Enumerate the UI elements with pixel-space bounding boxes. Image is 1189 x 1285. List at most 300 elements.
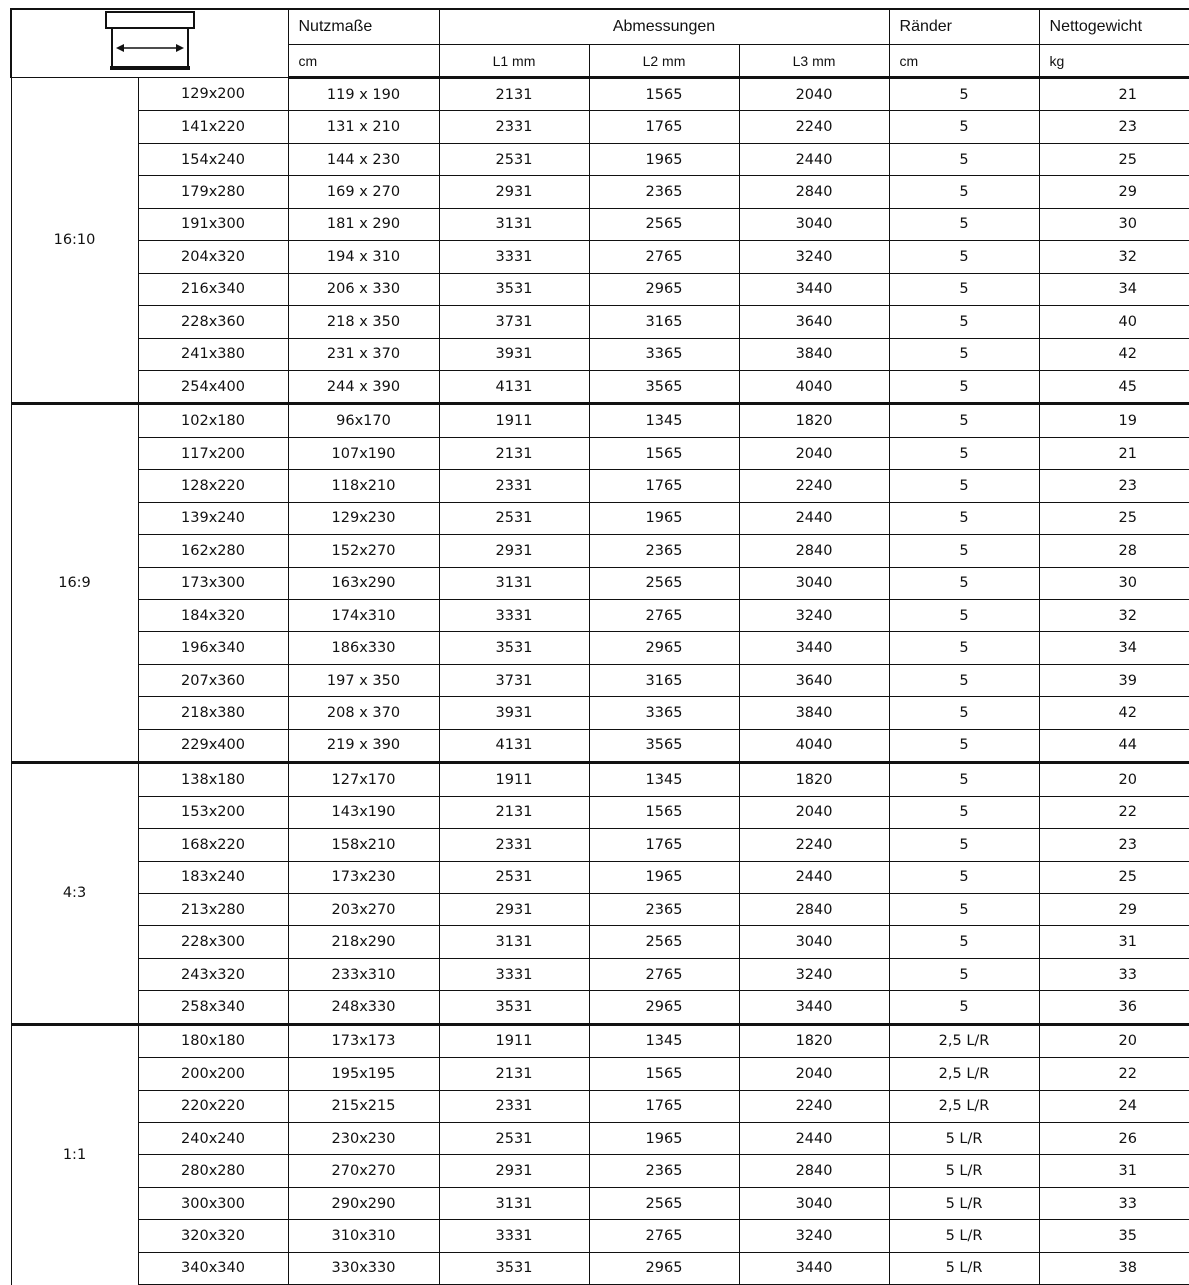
unit-l1: L1 mm bbox=[439, 45, 589, 78]
cell-l3: 3840 bbox=[739, 697, 889, 729]
cell-l2: 2365 bbox=[589, 176, 739, 208]
cell-nutzmasse: 270x270 bbox=[288, 1155, 439, 1187]
cell-nettogewicht: 44 bbox=[1039, 729, 1189, 762]
cell-size: 184x320 bbox=[138, 600, 288, 632]
cell-l1: 3731 bbox=[439, 664, 589, 696]
cell-nettogewicht: 40 bbox=[1039, 306, 1189, 338]
cell-nutzmasse: 169 x 270 bbox=[288, 176, 439, 208]
cell-raender: 5 L/R bbox=[889, 1252, 1039, 1284]
cell-l2: 3565 bbox=[589, 729, 739, 762]
cell-l1: 1911 bbox=[439, 404, 589, 437]
cell-l2: 2365 bbox=[589, 1155, 739, 1187]
cell-l2: 2565 bbox=[589, 567, 739, 599]
cell-l1: 3531 bbox=[439, 273, 589, 305]
table-row bbox=[11, 861, 1189, 893]
cell-raender: 5 bbox=[889, 78, 1039, 111]
cell-size: 241x380 bbox=[138, 338, 288, 370]
cell-nutzmasse: 215x215 bbox=[288, 1090, 439, 1122]
cell-l2: 1765 bbox=[589, 829, 739, 861]
header-nutzmasse: Nutzmaße bbox=[288, 9, 439, 45]
cell-nettogewicht: 33 bbox=[1039, 958, 1189, 990]
cell-l2: 1765 bbox=[589, 470, 739, 502]
cell-l2: 3165 bbox=[589, 306, 739, 338]
cell-nutzmasse: 218x290 bbox=[288, 926, 439, 958]
cell-nettogewicht: 30 bbox=[1039, 567, 1189, 599]
cell-l3: 2440 bbox=[739, 143, 889, 175]
cell-nutzmasse: 96x170 bbox=[288, 404, 439, 437]
table-row bbox=[11, 502, 1189, 534]
cell-l3: 3440 bbox=[739, 991, 889, 1024]
cell-l1: 3531 bbox=[439, 1252, 589, 1284]
cell-l2: 2765 bbox=[589, 958, 739, 990]
cell-raender: 2,5 L/R bbox=[889, 1058, 1039, 1090]
cell-l3: 1820 bbox=[739, 1024, 889, 1057]
table-row bbox=[11, 600, 1189, 632]
cell-l2: 1345 bbox=[589, 763, 739, 796]
cell-size: 213x280 bbox=[138, 893, 288, 925]
cell-size: 207x360 bbox=[138, 664, 288, 696]
table-row bbox=[11, 763, 1189, 796]
cell-size: 240x240 bbox=[138, 1123, 288, 1155]
cell-l2: 1345 bbox=[589, 1024, 739, 1057]
cell-size: 180x180 bbox=[138, 1024, 288, 1057]
header-abmessungen: Abmessungen bbox=[439, 9, 889, 45]
cell-l1: 3931 bbox=[439, 697, 589, 729]
cell-nutzmasse: 152x270 bbox=[288, 535, 439, 567]
cell-raender: 5 bbox=[889, 502, 1039, 534]
cell-nettogewicht: 23 bbox=[1039, 111, 1189, 143]
cell-l3: 3240 bbox=[739, 958, 889, 990]
table-row bbox=[11, 208, 1189, 240]
cell-nutzmasse: 173x173 bbox=[288, 1024, 439, 1057]
cell-raender: 5 bbox=[889, 111, 1039, 143]
cell-l1: 3531 bbox=[439, 991, 589, 1024]
cell-l2: 2965 bbox=[589, 991, 739, 1024]
cell-l2: 3165 bbox=[589, 664, 739, 696]
cell-l3: 2840 bbox=[739, 176, 889, 208]
unit-raender: cm bbox=[889, 45, 1039, 78]
cell-nutzmasse: 208 x 370 bbox=[288, 697, 439, 729]
cell-l1: 3731 bbox=[439, 306, 589, 338]
cell-l1: 2531 bbox=[439, 1123, 589, 1155]
table-row bbox=[11, 829, 1189, 861]
cell-size: 216x340 bbox=[138, 273, 288, 305]
cell-nettogewicht: 24 bbox=[1039, 1090, 1189, 1122]
cell-nettogewicht: 42 bbox=[1039, 338, 1189, 370]
cell-l3: 2440 bbox=[739, 861, 889, 893]
cell-nettogewicht: 22 bbox=[1039, 1058, 1189, 1090]
cell-nettogewicht: 26 bbox=[1039, 1123, 1189, 1155]
table-row bbox=[11, 306, 1189, 338]
unit-nutzmasse: cm bbox=[288, 45, 439, 78]
table-row bbox=[11, 1220, 1189, 1252]
cell-l3: 2040 bbox=[739, 78, 889, 111]
cell-l2: 1965 bbox=[589, 502, 739, 534]
cell-l1: 2331 bbox=[439, 1090, 589, 1122]
cell-nutzmasse: 173x230 bbox=[288, 861, 439, 893]
cell-l1: 2131 bbox=[439, 796, 589, 828]
cell-l2: 2765 bbox=[589, 1220, 739, 1252]
cell-nutzmasse: 181 x 290 bbox=[288, 208, 439, 240]
cell-l3: 2840 bbox=[739, 535, 889, 567]
unit-l3: L3 mm bbox=[739, 45, 889, 78]
cell-nettogewicht: 32 bbox=[1039, 241, 1189, 273]
cell-nettogewicht: 35 bbox=[1039, 1220, 1189, 1252]
cell-size: 162x280 bbox=[138, 535, 288, 567]
cell-nettogewicht: 25 bbox=[1039, 502, 1189, 534]
cell-nutzmasse: 129x230 bbox=[288, 502, 439, 534]
cell-nettogewicht: 21 bbox=[1039, 437, 1189, 469]
cell-l3: 2240 bbox=[739, 111, 889, 143]
cell-l3: 3440 bbox=[739, 632, 889, 664]
cell-nutzmasse: 330x330 bbox=[288, 1252, 439, 1284]
cell-nettogewicht: 29 bbox=[1039, 176, 1189, 208]
cell-size: 243x320 bbox=[138, 958, 288, 990]
cell-l2: 1565 bbox=[589, 437, 739, 469]
cell-l2: 1965 bbox=[589, 1123, 739, 1155]
cell-raender: 5 bbox=[889, 338, 1039, 370]
table-row bbox=[11, 338, 1189, 370]
cell-l3: 2440 bbox=[739, 1123, 889, 1155]
cell-nutzmasse: 144 x 230 bbox=[288, 143, 439, 175]
cell-size: 340x340 bbox=[138, 1252, 288, 1284]
cell-l1: 2131 bbox=[439, 1058, 589, 1090]
cell-nutzmasse: 230x230 bbox=[288, 1123, 439, 1155]
cell-nettogewicht: 20 bbox=[1039, 763, 1189, 796]
cell-raender: 5 L/R bbox=[889, 1123, 1039, 1155]
cell-raender: 5 bbox=[889, 404, 1039, 437]
cell-raender: 5 L/R bbox=[889, 1220, 1039, 1252]
cell-nutzmasse: 163x290 bbox=[288, 567, 439, 599]
cell-nutzmasse: 231 x 370 bbox=[288, 338, 439, 370]
cell-l1: 4131 bbox=[439, 370, 589, 403]
header-icon-cell bbox=[11, 9, 288, 78]
table-row bbox=[11, 78, 1189, 111]
cell-raender: 5 bbox=[889, 991, 1039, 1024]
cell-l3: 3640 bbox=[739, 664, 889, 696]
aspect-ratio-label: 1:1 bbox=[11, 1024, 138, 1285]
aspect-ratio-label: 16:10 bbox=[11, 78, 138, 404]
cell-size: 117x200 bbox=[138, 437, 288, 469]
table-row bbox=[11, 729, 1189, 762]
cell-l2: 1965 bbox=[589, 861, 739, 893]
unit-nettogewicht: kg bbox=[1039, 45, 1189, 78]
cell-nutzmasse: 197 x 350 bbox=[288, 664, 439, 696]
cell-raender: 2,5 L/R bbox=[889, 1024, 1039, 1057]
cell-l2: 2965 bbox=[589, 632, 739, 664]
cell-nettogewicht: 34 bbox=[1039, 273, 1189, 305]
cell-size: 204x320 bbox=[138, 241, 288, 273]
cell-l1: 2931 bbox=[439, 535, 589, 567]
table-row bbox=[11, 893, 1189, 925]
cell-size: 258x340 bbox=[138, 991, 288, 1024]
cell-l1: 3331 bbox=[439, 241, 589, 273]
cell-l3: 3440 bbox=[739, 273, 889, 305]
cell-nutzmasse: 310x310 bbox=[288, 1220, 439, 1252]
cell-nutzmasse: 158x210 bbox=[288, 829, 439, 861]
aspect-ratio-label: 4:3 bbox=[11, 763, 138, 1025]
cell-l2: 2365 bbox=[589, 535, 739, 567]
cell-l1: 4131 bbox=[439, 729, 589, 762]
cell-nutzmasse: 290x290 bbox=[288, 1187, 439, 1219]
cell-l2: 2965 bbox=[589, 1252, 739, 1284]
table-row bbox=[11, 370, 1189, 403]
cell-nutzmasse: 119 x 190 bbox=[288, 78, 439, 111]
cell-l3: 3240 bbox=[739, 1220, 889, 1252]
cell-raender: 5 bbox=[889, 370, 1039, 403]
cell-l3: 2240 bbox=[739, 1090, 889, 1122]
cell-raender: 5 bbox=[889, 241, 1039, 273]
table-row bbox=[11, 632, 1189, 664]
cell-raender: 5 bbox=[889, 763, 1039, 796]
cell-size: 229x400 bbox=[138, 729, 288, 762]
cell-nettogewicht: 34 bbox=[1039, 632, 1189, 664]
cell-size: 138x180 bbox=[138, 763, 288, 796]
cell-l2: 3365 bbox=[589, 338, 739, 370]
cell-size: 128x220 bbox=[138, 470, 288, 502]
cell-l3: 2240 bbox=[739, 470, 889, 502]
table-row bbox=[11, 567, 1189, 599]
cell-l2: 1565 bbox=[589, 78, 739, 111]
cell-nettogewicht: 38 bbox=[1039, 1252, 1189, 1284]
screen-frame-width-icon bbox=[102, 10, 198, 72]
cell-nutzmasse: 186x330 bbox=[288, 632, 439, 664]
cell-l1: 3931 bbox=[439, 338, 589, 370]
cell-raender: 5 bbox=[889, 176, 1039, 208]
cell-size: 218x380 bbox=[138, 697, 288, 729]
cell-nettogewicht: 21 bbox=[1039, 78, 1189, 111]
cell-raender: 5 bbox=[889, 306, 1039, 338]
cell-raender: 5 bbox=[889, 143, 1039, 175]
cell-nutzmasse: 195x195 bbox=[288, 1058, 439, 1090]
cell-l2: 1765 bbox=[589, 1090, 739, 1122]
cell-size: 220x220 bbox=[138, 1090, 288, 1122]
cell-raender: 5 bbox=[889, 470, 1039, 502]
table-row bbox=[11, 1123, 1189, 1155]
cell-l2: 2565 bbox=[589, 926, 739, 958]
cell-l2: 1965 bbox=[589, 143, 739, 175]
cell-nettogewicht: 45 bbox=[1039, 370, 1189, 403]
unit-l2: L2 mm bbox=[589, 45, 739, 78]
cell-nutzmasse: 219 x 390 bbox=[288, 729, 439, 762]
cell-l3: 2040 bbox=[739, 437, 889, 469]
table-row bbox=[11, 1024, 1189, 1057]
table-row bbox=[11, 1252, 1189, 1284]
table-row bbox=[11, 926, 1189, 958]
cell-size: 228x360 bbox=[138, 306, 288, 338]
cell-nutzmasse: 203x270 bbox=[288, 893, 439, 925]
cell-nettogewicht: 31 bbox=[1039, 1155, 1189, 1187]
cell-l1: 3331 bbox=[439, 1220, 589, 1252]
table-row bbox=[11, 535, 1189, 567]
cell-raender: 5 bbox=[889, 893, 1039, 925]
cell-raender: 5 bbox=[889, 567, 1039, 599]
cell-raender: 5 bbox=[889, 535, 1039, 567]
aspect-ratio-label: 16:9 bbox=[11, 404, 138, 763]
cell-nettogewicht: 19 bbox=[1039, 404, 1189, 437]
cell-l1: 2131 bbox=[439, 437, 589, 469]
table-row bbox=[11, 1187, 1189, 1219]
cell-l2: 3365 bbox=[589, 697, 739, 729]
cell-nettogewicht: 20 bbox=[1039, 1024, 1189, 1057]
cell-size: 168x220 bbox=[138, 829, 288, 861]
cell-l3: 2040 bbox=[739, 1058, 889, 1090]
spec-table bbox=[10, 8, 1189, 1285]
cell-nutzmasse: 218 x 350 bbox=[288, 306, 439, 338]
cell-raender: 5 bbox=[889, 796, 1039, 828]
cell-nutzmasse: 244 x 390 bbox=[288, 370, 439, 403]
cell-l2: 1565 bbox=[589, 1058, 739, 1090]
cell-l1: 2931 bbox=[439, 1155, 589, 1187]
cell-l1: 1911 bbox=[439, 1024, 589, 1057]
cell-size: 200x200 bbox=[138, 1058, 288, 1090]
cell-l3: 3440 bbox=[739, 1252, 889, 1284]
cell-l1: 2531 bbox=[439, 502, 589, 534]
cell-nettogewicht: 30 bbox=[1039, 208, 1189, 240]
cell-nettogewicht: 32 bbox=[1039, 600, 1189, 632]
cell-nutzmasse: 107x190 bbox=[288, 437, 439, 469]
cell-l1: 3131 bbox=[439, 1187, 589, 1219]
cell-l3: 2840 bbox=[739, 1155, 889, 1187]
cell-l3: 4040 bbox=[739, 729, 889, 762]
cell-l1: 3131 bbox=[439, 567, 589, 599]
cell-size: 102x180 bbox=[138, 404, 288, 437]
cell-size: 320x320 bbox=[138, 1220, 288, 1252]
cell-size: 129x200 bbox=[138, 78, 288, 111]
cell-l2: 2765 bbox=[589, 241, 739, 273]
cell-l1: 2531 bbox=[439, 143, 589, 175]
cell-raender: 5 bbox=[889, 208, 1039, 240]
cell-raender: 5 bbox=[889, 829, 1039, 861]
table-row bbox=[11, 111, 1189, 143]
cell-raender: 5 bbox=[889, 632, 1039, 664]
table-row bbox=[11, 176, 1189, 208]
cell-l2: 2565 bbox=[589, 208, 739, 240]
table-row bbox=[11, 958, 1189, 990]
cell-nettogewicht: 28 bbox=[1039, 535, 1189, 567]
table-row bbox=[11, 437, 1189, 469]
cell-size: 179x280 bbox=[138, 176, 288, 208]
cell-nettogewicht: 22 bbox=[1039, 796, 1189, 828]
cell-l1: 2331 bbox=[439, 829, 589, 861]
cell-size: 300x300 bbox=[138, 1187, 288, 1219]
cell-l1: 2531 bbox=[439, 861, 589, 893]
cell-l1: 2131 bbox=[439, 78, 589, 111]
cell-nutzmasse: 194 x 310 bbox=[288, 241, 439, 273]
cell-raender: 5 L/R bbox=[889, 1155, 1039, 1187]
table-row bbox=[11, 241, 1189, 273]
header-nettogewicht: Nettogewicht bbox=[1039, 9, 1189, 45]
table-row bbox=[11, 1090, 1189, 1122]
cell-raender: 5 bbox=[889, 600, 1039, 632]
cell-l2: 1765 bbox=[589, 111, 739, 143]
table-row bbox=[11, 470, 1189, 502]
cell-raender: 5 bbox=[889, 926, 1039, 958]
cell-raender: 5 bbox=[889, 729, 1039, 762]
cell-nutzmasse: 127x170 bbox=[288, 763, 439, 796]
cell-l1: 2331 bbox=[439, 470, 589, 502]
cell-l3: 2040 bbox=[739, 796, 889, 828]
cell-l3: 1820 bbox=[739, 763, 889, 796]
table-row bbox=[11, 796, 1189, 828]
cell-size: 254x400 bbox=[138, 370, 288, 403]
table-body bbox=[11, 78, 1189, 1285]
cell-nutzmasse: 233x310 bbox=[288, 958, 439, 990]
cell-raender: 5 bbox=[889, 861, 1039, 893]
cell-raender: 5 bbox=[889, 437, 1039, 469]
cell-l1: 2331 bbox=[439, 111, 589, 143]
cell-l3: 3040 bbox=[739, 926, 889, 958]
cell-l2: 1345 bbox=[589, 404, 739, 437]
cell-l2: 2565 bbox=[589, 1187, 739, 1219]
cell-l1: 1911 bbox=[439, 763, 589, 796]
cell-nutzmasse: 206 x 330 bbox=[288, 273, 439, 305]
cell-nettogewicht: 31 bbox=[1039, 926, 1189, 958]
cell-l3: 3040 bbox=[739, 1187, 889, 1219]
cell-raender: 5 bbox=[889, 958, 1039, 990]
table-row bbox=[11, 1058, 1189, 1090]
cell-nutzmasse: 143x190 bbox=[288, 796, 439, 828]
cell-nettogewicht: 29 bbox=[1039, 893, 1189, 925]
cell-l1: 3331 bbox=[439, 958, 589, 990]
cell-size: 153x200 bbox=[138, 796, 288, 828]
table-row bbox=[11, 1155, 1189, 1187]
cell-l3: 1820 bbox=[739, 404, 889, 437]
cell-l3: 2440 bbox=[739, 502, 889, 534]
cell-l3: 3240 bbox=[739, 241, 889, 273]
cell-size: 141x220 bbox=[138, 111, 288, 143]
cell-l3: 3040 bbox=[739, 208, 889, 240]
cell-size: 228x300 bbox=[138, 926, 288, 958]
cell-nutzmasse: 174x310 bbox=[288, 600, 439, 632]
cell-l2: 3565 bbox=[589, 370, 739, 403]
cell-l1: 3131 bbox=[439, 926, 589, 958]
header-row bbox=[11, 9, 1189, 45]
cell-l3: 2840 bbox=[739, 893, 889, 925]
cell-l2: 2965 bbox=[589, 273, 739, 305]
cell-nettogewicht: 23 bbox=[1039, 829, 1189, 861]
cell-l2: 2765 bbox=[589, 600, 739, 632]
cell-l1: 3531 bbox=[439, 632, 589, 664]
cell-raender: 5 bbox=[889, 664, 1039, 696]
header-raender: Ränder bbox=[889, 9, 1039, 45]
cell-size: 139x240 bbox=[138, 502, 288, 534]
cell-l1: 3131 bbox=[439, 208, 589, 240]
cell-size: 183x240 bbox=[138, 861, 288, 893]
cell-l2: 1565 bbox=[589, 796, 739, 828]
cell-raender: 5 L/R bbox=[889, 1187, 1039, 1219]
cell-nutzmasse: 248x330 bbox=[288, 991, 439, 1024]
table-row bbox=[11, 143, 1189, 175]
table-row bbox=[11, 664, 1189, 696]
table-row bbox=[11, 273, 1189, 305]
cell-size: 196x340 bbox=[138, 632, 288, 664]
cell-l3: 3840 bbox=[739, 338, 889, 370]
table-row bbox=[11, 404, 1189, 437]
cell-nettogewicht: 42 bbox=[1039, 697, 1189, 729]
cell-nettogewicht: 25 bbox=[1039, 143, 1189, 175]
cell-raender: 5 bbox=[889, 697, 1039, 729]
cell-raender: 5 bbox=[889, 273, 1039, 305]
cell-nutzmasse: 118x210 bbox=[288, 470, 439, 502]
cell-l3: 3640 bbox=[739, 306, 889, 338]
cell-nettogewicht: 39 bbox=[1039, 664, 1189, 696]
cell-l3: 3240 bbox=[739, 600, 889, 632]
cell-nettogewicht: 33 bbox=[1039, 1187, 1189, 1219]
cell-l1: 2931 bbox=[439, 893, 589, 925]
cell-nettogewicht: 36 bbox=[1039, 991, 1189, 1024]
cell-l3: 4040 bbox=[739, 370, 889, 403]
